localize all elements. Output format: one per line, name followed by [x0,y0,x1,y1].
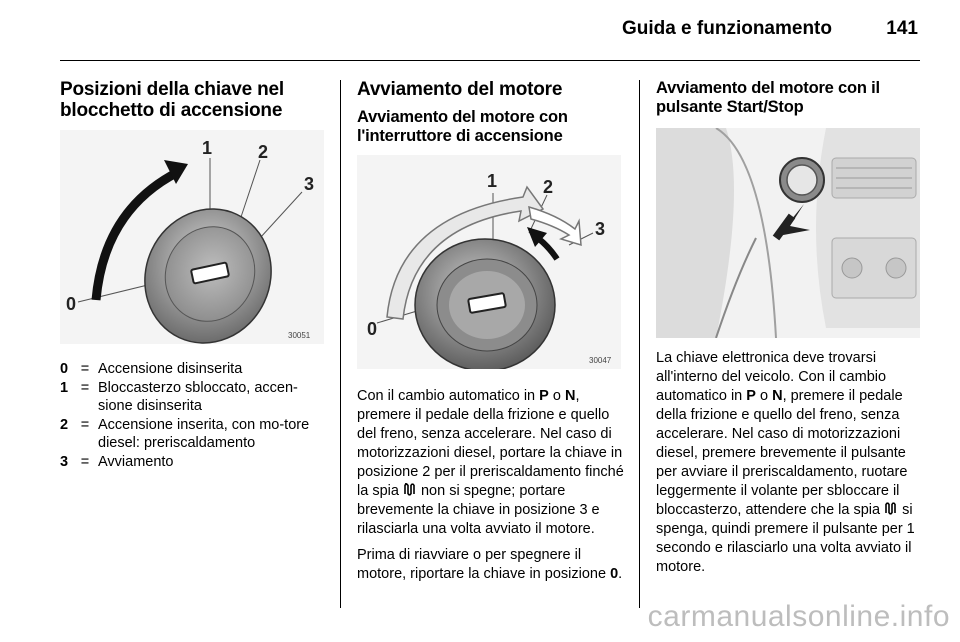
page-number: 141 [886,18,918,39]
fig2-label-3: 3 [595,219,606,239]
gear-p: P [539,388,549,404]
start-stop-button-figure [656,128,920,338]
ignition-key-positions-figure [60,130,324,344]
leader-line-3 [260,192,302,238]
text-run: , premere il pedale della frizione e quello del freno, senza accelerare. Nel caso di motorizzazioni diesel, premere brevemente il pulsante per avviare il preriscaldamento, ruotare leggermente il volante per sbloccare il bloccasterzo, attendere che la spia [656,388,908,518]
fig1-label-3: 3 [304,174,315,194]
figure-code: 30051 [288,331,311,340]
gear-n: N [772,388,783,404]
preheating-warning-icon [884,502,898,515]
fig2-label-2: 2 [543,177,554,197]
text-run: Con il cambio automatico in [357,388,540,404]
text-run: non si spegne; portare brevemente la chiave in posizione 3 e rilasciarla una volta avviato il motore. [357,483,600,537]
gear-p: P [746,388,756,404]
legend-description: Accensione inserita, con mo-tore diesel: preriscaldamento [98,416,310,451]
subheading-start-stop-button: Avviamento del motore con il pulsante Start/Stop [656,79,880,116]
legend-row-0 [60,360,330,379]
legend-key: 0 [60,361,69,377]
legend-description: Accensione disinserita [98,361,243,377]
legend-equals: = [80,416,90,433]
ignition-lock-illustration [60,130,324,344]
legend-key: 2 [60,416,69,433]
start-stop-instructions [656,349,924,584]
leader-line-2 [240,160,260,220]
legend-key: 3 [60,453,69,470]
legend-description: Bloccasterzo sbloccato, accen-sione disinserita [98,379,298,414]
legend-description: Avviamento [98,453,174,470]
spring-back-arrow [539,239,557,259]
legend-equals: = [80,453,90,470]
header-rule [60,60,920,61]
key-position-0: 0 [610,566,619,582]
ignition-switch-figure [357,155,621,369]
ignition-switch-illustration [357,155,621,369]
legend-key: 1 [60,379,69,396]
text-run: . [618,566,623,582]
column-divider-2 [639,80,640,608]
paragraph [357,546,627,584]
preheating-warning-icon [403,483,417,496]
legend-equals: = [80,379,90,396]
fig1-label-0: 0 [66,294,77,314]
text-run: , premere il pedale della frizione e quello del freno, senza accelerare. Nel caso di motorizzazioni diesel, portare la chiave in posizione 2 per il preriscaldamento finché la spia [357,388,624,499]
column-divider-1 [340,80,341,608]
legend-row-2 [60,416,330,453]
fig1-label-1: 1 [202,138,213,158]
watermark-text: carmanualsonline.info [647,600,950,633]
key-position-legend [60,360,330,471]
fig2-label-0: 0 [367,319,378,339]
text-run: La chiave elettronica deve trovarsi all'interno del veicolo. Con il cambio automatico in [656,350,887,404]
gear-n: N [564,388,576,404]
running-header-title: Guida e funzionamento [621,18,832,39]
text-run: Prima di riavviare o per spegnere il motore, riportare la chiave in posizione [357,547,611,582]
fig1-label-2: 2 [258,142,269,162]
ignition-start-instructions [357,387,627,591]
legend-equals: = [80,361,90,377]
text-run: o [755,388,773,404]
section-heading-engine-start: Avviamento del motore [357,79,563,100]
legend-row-1 [60,379,330,416]
start-stop-button [787,165,817,195]
fig2-label-1: 1 [487,171,498,191]
text-run: o [548,388,565,404]
paragraph [357,387,627,539]
paragraph [656,349,924,577]
subheading-ignition-switch: Avviamento del motore con l'interruttore di accensione [357,108,568,145]
text-run: si spenga, quindi premere il pulsante per 1 secondo e rilasciarlo una volta avviato il motore. [656,502,915,575]
figure-code: 30047 [589,356,612,365]
section-heading-key-positions: Posizioni della chiave nel blocchetto di accensione [60,79,284,121]
legend-row-3 [60,453,330,472]
start-stop-illustration [656,128,920,338]
